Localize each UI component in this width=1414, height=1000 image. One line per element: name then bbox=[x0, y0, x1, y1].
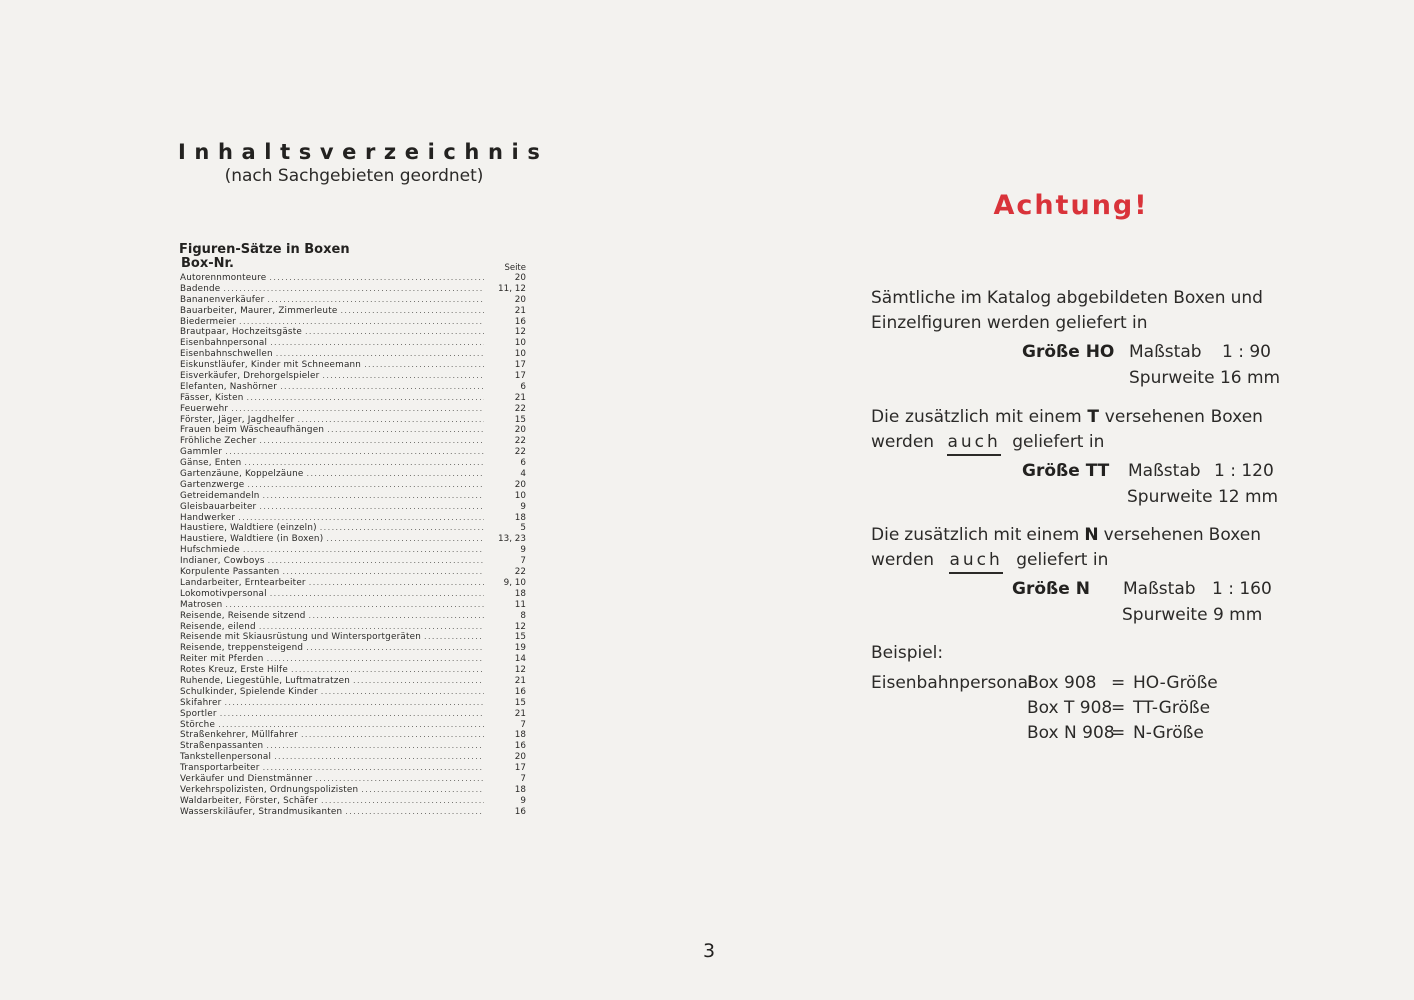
toc-entry-page: 13, 23 bbox=[498, 534, 526, 545]
toc-entry-label: Feuerwehr bbox=[180, 403, 229, 414]
dot-leader bbox=[321, 687, 484, 698]
toc-entry-label: Störche bbox=[180, 719, 216, 730]
word: versehenen bbox=[1103, 525, 1204, 545]
toc-entry bbox=[180, 720, 526, 731]
toc-entry-page: 20 bbox=[514, 479, 526, 490]
word: einem bbox=[1026, 525, 1080, 545]
column-header-page: Seite bbox=[504, 263, 526, 273]
toc-entry-page: 20 bbox=[514, 273, 526, 283]
dot-leader bbox=[259, 502, 484, 513]
toc-entry-page: 14 bbox=[514, 654, 526, 665]
toc-entry bbox=[180, 632, 526, 643]
toc-entry-label: Frauen beim Wäscheaufhängen bbox=[180, 425, 325, 436]
toc-entry-page: 4 bbox=[520, 469, 526, 480]
toc-entry-page: 6 bbox=[520, 458, 526, 469]
word: mit bbox=[994, 407, 1023, 427]
toc-entry-page: 7 bbox=[520, 556, 526, 567]
toc-entry-page: 12 bbox=[514, 327, 526, 338]
toc-entry-label: Waldarbeiter, Förster, Schäfer bbox=[180, 795, 318, 806]
dot-leader bbox=[315, 774, 484, 785]
toc-entry bbox=[180, 349, 526, 360]
example-prefix: Eisenbahnpersonal bbox=[871, 673, 1033, 693]
dot-leader bbox=[267, 654, 484, 665]
toc-entry bbox=[180, 382, 526, 393]
gauge-n: Spurweite 9 mm bbox=[1122, 605, 1263, 625]
toc-entry bbox=[180, 807, 526, 818]
word: Boxen bbox=[1208, 525, 1261, 545]
toc-entry-page: 21 bbox=[514, 392, 526, 403]
toc-entry bbox=[180, 567, 526, 578]
paragraph-3-line-2 bbox=[871, 550, 1108, 570]
example-result-ho: HO-Größe bbox=[1133, 673, 1218, 693]
toc-entry bbox=[180, 741, 526, 752]
example-box-ho: Box 908 bbox=[1027, 673, 1097, 693]
toc-entry bbox=[180, 763, 526, 774]
toc-entry-page: 18 bbox=[514, 588, 526, 599]
toc-entry-label: Bananenverkäufer bbox=[180, 294, 265, 305]
dot-leader bbox=[327, 425, 484, 436]
toc-entry-label: Förster, Jäger, Jagdhelfer bbox=[180, 414, 295, 425]
toc-entry bbox=[180, 306, 526, 317]
example-equals: = bbox=[1111, 698, 1126, 718]
toc-entry-label: Handwerker bbox=[180, 512, 236, 523]
toc-entry bbox=[180, 502, 526, 513]
toc-entry-label: Reiter mit Pferden bbox=[180, 654, 264, 665]
dot-leader bbox=[274, 752, 484, 763]
toc-entry bbox=[180, 523, 526, 534]
toc-entry-label: Elefanten, Nashörner bbox=[180, 381, 278, 392]
dot-leader bbox=[322, 371, 484, 382]
example-label: Beispiel: bbox=[871, 643, 944, 663]
dot-leader bbox=[263, 763, 484, 774]
toc-entry-label: Wasserskiläufer, Strandmusikanten bbox=[180, 806, 343, 817]
dot-leader bbox=[268, 556, 484, 567]
toc-title: Inhaltsverzeichnis bbox=[178, 140, 549, 164]
example-equals: = bbox=[1111, 723, 1126, 743]
toc-entry bbox=[180, 796, 526, 807]
word: geliefert in bbox=[1016, 550, 1109, 570]
toc-entry-label: Getreidemandeln bbox=[180, 490, 260, 501]
scale-label-n: Maßstab bbox=[1123, 579, 1196, 599]
dot-leader bbox=[225, 600, 484, 611]
dot-leader bbox=[244, 458, 484, 469]
toc-entry bbox=[180, 447, 526, 458]
toc-entry bbox=[180, 513, 526, 524]
toc-entry-label: Hufschmiede bbox=[180, 545, 240, 556]
toc-entry-page: 20 bbox=[514, 752, 526, 763]
toc-entry bbox=[180, 458, 526, 469]
word: Boxen bbox=[1173, 288, 1226, 308]
word: einem bbox=[1028, 407, 1082, 427]
section-heading: Figuren-Sätze in Boxen bbox=[179, 242, 350, 257]
toc-entry-label: Eisverkäufer, Drehorgelspieler bbox=[180, 371, 320, 382]
toc-entry bbox=[180, 654, 526, 665]
toc-entry bbox=[180, 317, 526, 328]
toc-entry bbox=[180, 709, 526, 720]
toc-entry-label: Haustiere, Waldtiere (einzeln) bbox=[180, 523, 317, 534]
dot-leader bbox=[364, 360, 484, 371]
dot-leader bbox=[320, 523, 484, 534]
toc-entry-page: 9 bbox=[520, 795, 526, 806]
toc-entry-page: 15 bbox=[514, 632, 526, 643]
toc-entry-page: 15 bbox=[514, 414, 526, 425]
toc-entry-label: Korpulente Passanten bbox=[180, 567, 280, 578]
toc-entry-label: Ruhende, Liegestühle, Luftmatratzen bbox=[180, 675, 351, 686]
word: Katalog bbox=[986, 288, 1052, 308]
toc-entry-label: Eiskunstläufer, Kinder mit Schneemann bbox=[180, 360, 362, 371]
dot-leader bbox=[321, 796, 484, 807]
toc-entry bbox=[180, 578, 526, 589]
word: zusätzlich bbox=[904, 525, 989, 545]
toc-entry-page: 10 bbox=[514, 349, 526, 360]
dot-leader bbox=[301, 730, 484, 741]
word: geliefert in bbox=[1012, 432, 1105, 452]
toc-entry-label: Skifahrer bbox=[180, 697, 222, 708]
dot-leader bbox=[345, 807, 484, 818]
toc-entry-page: 18 bbox=[514, 784, 526, 795]
toc-entry-page: 9, 10 bbox=[503, 577, 526, 588]
toc-entry-page: 9 bbox=[520, 545, 526, 556]
toc-entry-label: Badende bbox=[180, 283, 221, 294]
dot-leader bbox=[263, 491, 484, 502]
word: Sämtliche bbox=[871, 288, 956, 308]
toc-entry-page: 22 bbox=[514, 436, 526, 447]
dot-leader bbox=[231, 404, 484, 415]
toc-entry-page: 20 bbox=[514, 425, 526, 436]
dot-leader bbox=[270, 589, 484, 600]
word: zusätzlich bbox=[905, 407, 990, 427]
toc-entry bbox=[180, 698, 526, 709]
toc-entry bbox=[180, 545, 526, 556]
toc-entry-label: Rotes Kreuz, Erste Hilfe bbox=[180, 665, 288, 676]
dot-leader bbox=[220, 709, 484, 720]
toc-entry-page: 21 bbox=[514, 305, 526, 316]
toc-entry bbox=[180, 665, 526, 676]
toc-entry-label: Reisende, Reisende sitzend bbox=[180, 610, 306, 621]
toc-entry-label: Gartenzäune, Koppelzäune bbox=[180, 469, 304, 480]
word: abgebildeten bbox=[1056, 288, 1169, 308]
toc-entry-page: 18 bbox=[514, 512, 526, 523]
toc-entry-page: 17 bbox=[514, 360, 526, 371]
dot-leader bbox=[309, 611, 484, 622]
size-tt: Größe TT bbox=[1022, 461, 1110, 481]
scale-label-ho: Maßstab bbox=[1129, 342, 1202, 362]
dot-leader bbox=[282, 567, 484, 578]
toc-entry-label: Gartenzwerge bbox=[180, 479, 245, 490]
dot-leader bbox=[309, 578, 484, 589]
dot-leader bbox=[340, 306, 484, 317]
toc-list bbox=[180, 273, 526, 818]
paragraph-1-line-2: Einzelfiguren werden geliefert in bbox=[871, 313, 1148, 333]
toc-entry-label: Schulkinder, Spielende Kinder bbox=[180, 686, 318, 697]
toc-entry-label: Haustiere, Waldtiere (in Boxen) bbox=[180, 534, 324, 545]
toc-entry-page: 9 bbox=[520, 501, 526, 512]
toc-entry-label: Gammler bbox=[180, 447, 223, 458]
dot-leader bbox=[225, 447, 484, 458]
column-header-box-nr: Box-Nr. bbox=[181, 256, 234, 271]
toc-entry-label: Indianer, Cowboys bbox=[180, 556, 265, 567]
toc-entry-page: 7 bbox=[520, 773, 526, 784]
word: Boxen bbox=[1210, 407, 1263, 427]
toc-entry-label: Verkehrspolizisten, Ordnungspolizisten bbox=[180, 784, 359, 795]
word: im bbox=[960, 288, 982, 308]
toc-entry-label: Straßenkehrer, Müllfahrer bbox=[180, 730, 298, 741]
toc-entry-page: 10 bbox=[514, 490, 526, 501]
toc-entry bbox=[180, 534, 526, 545]
gauge-tt: Spurweite 12 mm bbox=[1127, 487, 1279, 507]
toc-entry-label: Bauarbeiter, Maurer, Zimmerleute bbox=[180, 305, 338, 316]
toc-entry bbox=[180, 676, 526, 687]
toc-entry-page: 12 bbox=[514, 621, 526, 632]
toc-entry-page: 15 bbox=[514, 697, 526, 708]
dot-leader bbox=[326, 534, 484, 545]
word: werden bbox=[871, 432, 935, 452]
toc-entry-label: Sportler bbox=[180, 708, 217, 719]
toc-entry-page: 16 bbox=[514, 741, 526, 752]
toc-entry-page: 8 bbox=[520, 610, 526, 621]
toc-entry-page: 22 bbox=[514, 403, 526, 414]
toc-entry-page: 11, 12 bbox=[498, 283, 526, 294]
toc-entry bbox=[180, 589, 526, 600]
toc-entry-page: 16 bbox=[514, 686, 526, 697]
dot-leader bbox=[269, 273, 484, 284]
toc-entry bbox=[180, 730, 526, 741]
toc-entry bbox=[180, 611, 526, 622]
toc-entry bbox=[180, 273, 526, 284]
dot-leader bbox=[305, 327, 484, 338]
toc-entry bbox=[180, 393, 526, 404]
toc-entry bbox=[180, 687, 526, 698]
gauge-ho: Spurweite 16 mm bbox=[1129, 368, 1281, 388]
scale-tt: 1 : 120 bbox=[1214, 461, 1274, 481]
toc-entry-label: Straßenpassanten bbox=[180, 741, 264, 752]
toc-entry bbox=[180, 600, 526, 611]
dot-leader bbox=[361, 785, 484, 796]
toc-entry-page: 10 bbox=[514, 338, 526, 349]
toc-entry-page: 22 bbox=[514, 447, 526, 458]
toc-entry bbox=[180, 643, 526, 654]
dot-leader bbox=[280, 382, 484, 393]
dot-leader bbox=[259, 436, 484, 447]
paragraph-2-line-1 bbox=[871, 407, 1263, 427]
dot-leader bbox=[266, 741, 484, 752]
toc-entry bbox=[180, 774, 526, 785]
toc-entry-page: 5 bbox=[520, 523, 526, 534]
example-equals: = bbox=[1111, 673, 1126, 693]
toc-entry-page: 22 bbox=[514, 567, 526, 578]
toc-entry bbox=[180, 404, 526, 415]
dot-leader bbox=[298, 415, 485, 426]
paragraph-2-line-2 bbox=[871, 432, 1104, 452]
dot-leader bbox=[246, 393, 484, 404]
toc-entry-page: 12 bbox=[514, 665, 526, 676]
toc-entry-label: Autorennmonteure bbox=[180, 273, 267, 283]
dot-leader bbox=[307, 469, 484, 480]
example-result-tt: TT-Größe bbox=[1133, 698, 1211, 718]
emphasized-auch: auch bbox=[949, 550, 1002, 574]
toc-entry-label: Landarbeiter, Erntearbeiter bbox=[180, 577, 306, 588]
scale-letter-n: N bbox=[1084, 525, 1099, 545]
dot-leader bbox=[247, 480, 484, 491]
word: versehenen bbox=[1104, 407, 1205, 427]
toc-entry-label: Gleisbauarbeiter bbox=[180, 501, 257, 512]
toc-entry bbox=[180, 415, 526, 426]
toc-entry bbox=[180, 371, 526, 382]
paragraph-1-line-1 bbox=[871, 288, 1263, 308]
toc-entry-page: 11 bbox=[514, 599, 526, 610]
dot-leader bbox=[239, 317, 484, 328]
toc-entry bbox=[180, 425, 526, 436]
word: werden bbox=[871, 550, 935, 570]
toc-entry-label: Reisende, treppensteigend bbox=[180, 643, 304, 654]
dot-leader bbox=[306, 643, 484, 654]
dot-leader bbox=[270, 338, 484, 349]
example-box-n: Box N 908 bbox=[1027, 723, 1115, 743]
size-n: Größe N bbox=[1012, 579, 1090, 599]
word: mit bbox=[993, 525, 1022, 545]
dot-leader bbox=[276, 349, 484, 360]
toc-entry-page: 20 bbox=[514, 294, 526, 305]
toc-entry bbox=[180, 469, 526, 480]
toc-entry bbox=[180, 436, 526, 447]
toc-entry-page: 18 bbox=[514, 730, 526, 741]
scale-label-tt: Maßstab bbox=[1128, 461, 1201, 481]
toc-entry-label: Reisende mit Skiausrüstung und Wintersportgeräten bbox=[180, 632, 422, 643]
page-number: 3 bbox=[702, 940, 716, 962]
dot-leader bbox=[224, 698, 484, 709]
word: Die bbox=[871, 407, 900, 427]
scale-ho: 1 : 90 bbox=[1222, 342, 1271, 362]
dot-leader bbox=[243, 545, 484, 556]
toc-entry-label: Eisenbahnpersonal bbox=[180, 338, 268, 349]
toc-entry-label: Fässer, Kisten bbox=[180, 392, 244, 403]
dot-leader bbox=[353, 676, 484, 687]
example-box-tt: Box T 908 bbox=[1027, 698, 1113, 718]
paragraph-3-line-1 bbox=[871, 525, 1261, 545]
toc-entry-label: Fröhliche Zecher bbox=[180, 436, 257, 447]
toc-entry-page: 21 bbox=[514, 708, 526, 719]
toc-entry-page: 17 bbox=[514, 371, 526, 382]
toc-entry bbox=[180, 785, 526, 796]
emphasized-auch: auch bbox=[947, 432, 1000, 456]
dot-leader bbox=[291, 665, 484, 676]
toc-entry-page: 21 bbox=[514, 675, 526, 686]
scale-letter-t: T bbox=[1087, 407, 1100, 427]
toc-entry-label: Gänse, Enten bbox=[180, 458, 242, 469]
toc-entry bbox=[180, 556, 526, 567]
toc-entry bbox=[180, 752, 526, 763]
dot-leader bbox=[238, 513, 484, 524]
toc-entry-page: 17 bbox=[514, 763, 526, 774]
word: Die bbox=[871, 525, 900, 545]
word: und bbox=[1230, 288, 1263, 308]
toc-entry-page: 16 bbox=[514, 806, 526, 817]
example-result-n: N-Größe bbox=[1133, 723, 1204, 743]
toc-entry-label: Matrosen bbox=[180, 599, 223, 610]
toc-entry bbox=[180, 480, 526, 491]
toc-entry bbox=[180, 338, 526, 349]
toc-entry-label: Transportarbeiter bbox=[180, 763, 260, 774]
dot-leader bbox=[223, 284, 484, 295]
toc-entry-label: Biedermeier bbox=[180, 316, 237, 327]
dot-leader bbox=[267, 295, 484, 306]
warning-heading: Achtung! bbox=[993, 190, 1149, 221]
toc-entry-page: 6 bbox=[520, 381, 526, 392]
toc-entry-page: 19 bbox=[514, 643, 526, 654]
dot-leader bbox=[424, 632, 484, 643]
dot-leader bbox=[259, 622, 484, 633]
toc-entry bbox=[180, 327, 526, 338]
toc-entry-label: Lokomotivpersonal bbox=[180, 588, 267, 599]
toc-entry bbox=[180, 622, 526, 633]
toc-entry bbox=[180, 295, 526, 306]
size-ho: Größe HO bbox=[1022, 342, 1115, 362]
toc-entry-label: Verkäufer und Dienstmänner bbox=[180, 773, 313, 784]
toc-entry-page: 7 bbox=[520, 719, 526, 730]
toc-entry bbox=[180, 491, 526, 502]
scale-n: 1 : 160 bbox=[1212, 579, 1272, 599]
toc-entry bbox=[180, 360, 526, 371]
dot-leader bbox=[218, 720, 484, 731]
toc-entry-label: Tankstellenpersonal bbox=[180, 752, 272, 763]
toc-entry-page: 16 bbox=[514, 316, 526, 327]
toc-entry-label: Reisende, eilend bbox=[180, 621, 256, 632]
toc-entry-label: Eisenbahnschwellen bbox=[180, 349, 273, 360]
toc-entry bbox=[180, 284, 526, 295]
toc-entry-label: Brautpaar, Hochzeitsgäste bbox=[180, 327, 302, 338]
toc-subtitle: (nach Sachgebieten geordnet) bbox=[224, 166, 484, 186]
